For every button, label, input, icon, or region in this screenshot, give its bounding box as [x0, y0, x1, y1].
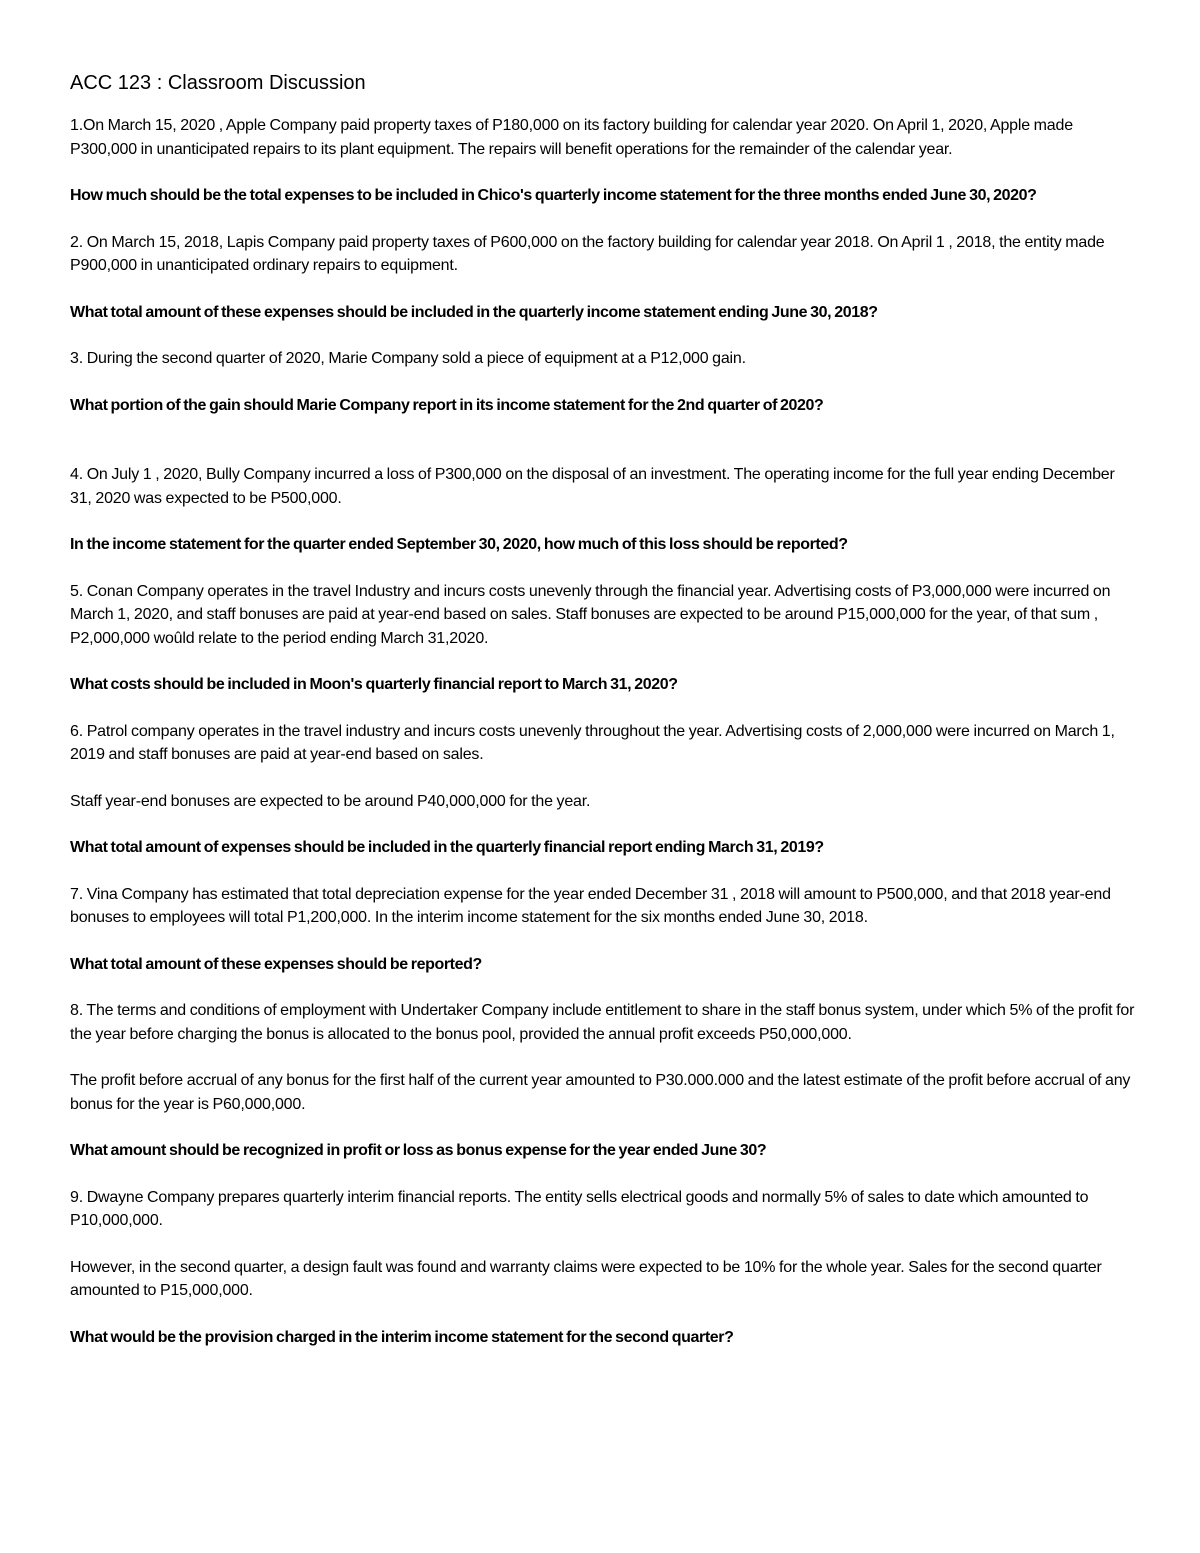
problem-6-question: What total amount of expenses should be included in the quarterly financial report ending March 31, 2019?: [70, 839, 824, 856]
problem-9-text: 9. Dwayne Company prepares quarterly interim financial reports. The entity sells electrical goods and normally 5% of sales to date which amounted to P10,000,000.: [70, 1188, 1089, 1229]
problem-5-question: What costs should be included in Moon's quarterly financial report to March 31, 2020?: [70, 676, 678, 693]
problem-3-question: What portion of the gain should Marie Company report in its income statement for the 2nd quarter of 2020?: [70, 396, 824, 414]
problem-4-question: In the income statement for the quarter ended September 30, 2020, how much of this loss should be reported?: [70, 536, 848, 553]
problem-9-question: What would be the provision charged in the interim income statement for the second quarter?: [70, 1328, 734, 1346]
problem-9-text-2: However, in the second quarter, a design fault was found and warranty claims were expected to be 10% for the whole year. Sales for the second quarter amounted to P15,000,000.: [70, 1258, 1102, 1299]
problem-8-question: What amount should be recognized in profit or loss as bonus expense for the year ended June 30?: [70, 1142, 767, 1159]
problem-1-text: 1.On March 15, 2020 , Apple Company paid property taxes of P180,000 on its factory building for calendar year 2020. On April 1, 2020, Apple made P300,000 in unanticipated repairs to its plant equipment. The repairs will benefit operations for the remainder of the calendar year.: [70, 117, 1073, 158]
problem-6-text: 6. Patrol company operates in the travel industry and incurs costs unevenly throughout the year. Advertising costs of 2,000,000 were incurred on March 1, 2019 and staff bonuses are paid at year-end based on sales.: [70, 722, 1115, 763]
problem-8-text-2: The profit before accrual of any bonus for the first half of the current year amounted to P30.000.000 and the latest estimate of the profit before accrual of any bonus for the year is P60,000,000.: [70, 1072, 1131, 1113]
problem-8-text: 8. The terms and conditions of employment with Undertaker Company include entitlement to share in the staff bonus system, under which 5% of the profit for the year before charging the bonus is allocated to the bonus pool, provided the annual profit exceeds P50,000,000.: [70, 1002, 1135, 1043]
problem-5-text: 5. Conan Company operates in the travel Industry and incurs costs unevenly through the financial year. Advertising costs of P3,000,000 were incurred on March 1, 2020, and staff bonuses are paid at year-end based on sales. Staff bonuses are expected to be around P15,000,000 for the year, of that sum , P2,000,000 woûld relate to the period ending March 31,2020.: [70, 582, 1111, 647]
document-title: ACC 123 : Classroom Discussion: [70, 72, 366, 94]
problem-3-text: 3. During the second quarter of 2020, Marie Company sold a piece of equipment at a P12,000 gain.: [70, 350, 746, 367]
problem-7-text: 7. Vina Company has estimated that total depreciation expense for the year ended December 31 , 2018 will amount to P500,000, and that 2018 year-end bonuses to employees will total P1,200,000. In the interim income statement for the six months ended June 30, 2018.: [70, 885, 1111, 926]
problem-6-text-2: Staff year-end bonuses are expected to be around P40,000,000 for the year.: [70, 792, 591, 810]
document-page: [70, 70, 1136, 1372]
problem-7-question: What total amount of these expenses should be reported?: [70, 955, 482, 973]
problem-2-question: What total amount of these expenses should be included in the quarterly income statement ending June 30, 2018?: [70, 303, 878, 321]
problem-4-text: 4. On July 1 , 2020, Bully Company incurred a loss of P300,000 on the disposal of an investment. The operating income for the full year ending December 31, 2020 was expected to be P500,000.: [70, 466, 1115, 507]
problem-1-question: How much should be the total expenses to be included in Chico's quarterly income statement for the three months ended June 30, 2020?: [70, 187, 1037, 204]
problem-2-text: 2. On March 15, 2018, Lapis Company paid property taxes of P600,000 on the factory building for calendar year 2018. On April 1 , 2018, the entity made P900,000 in unanticipated ordinary repairs to equipment.: [70, 233, 1105, 274]
